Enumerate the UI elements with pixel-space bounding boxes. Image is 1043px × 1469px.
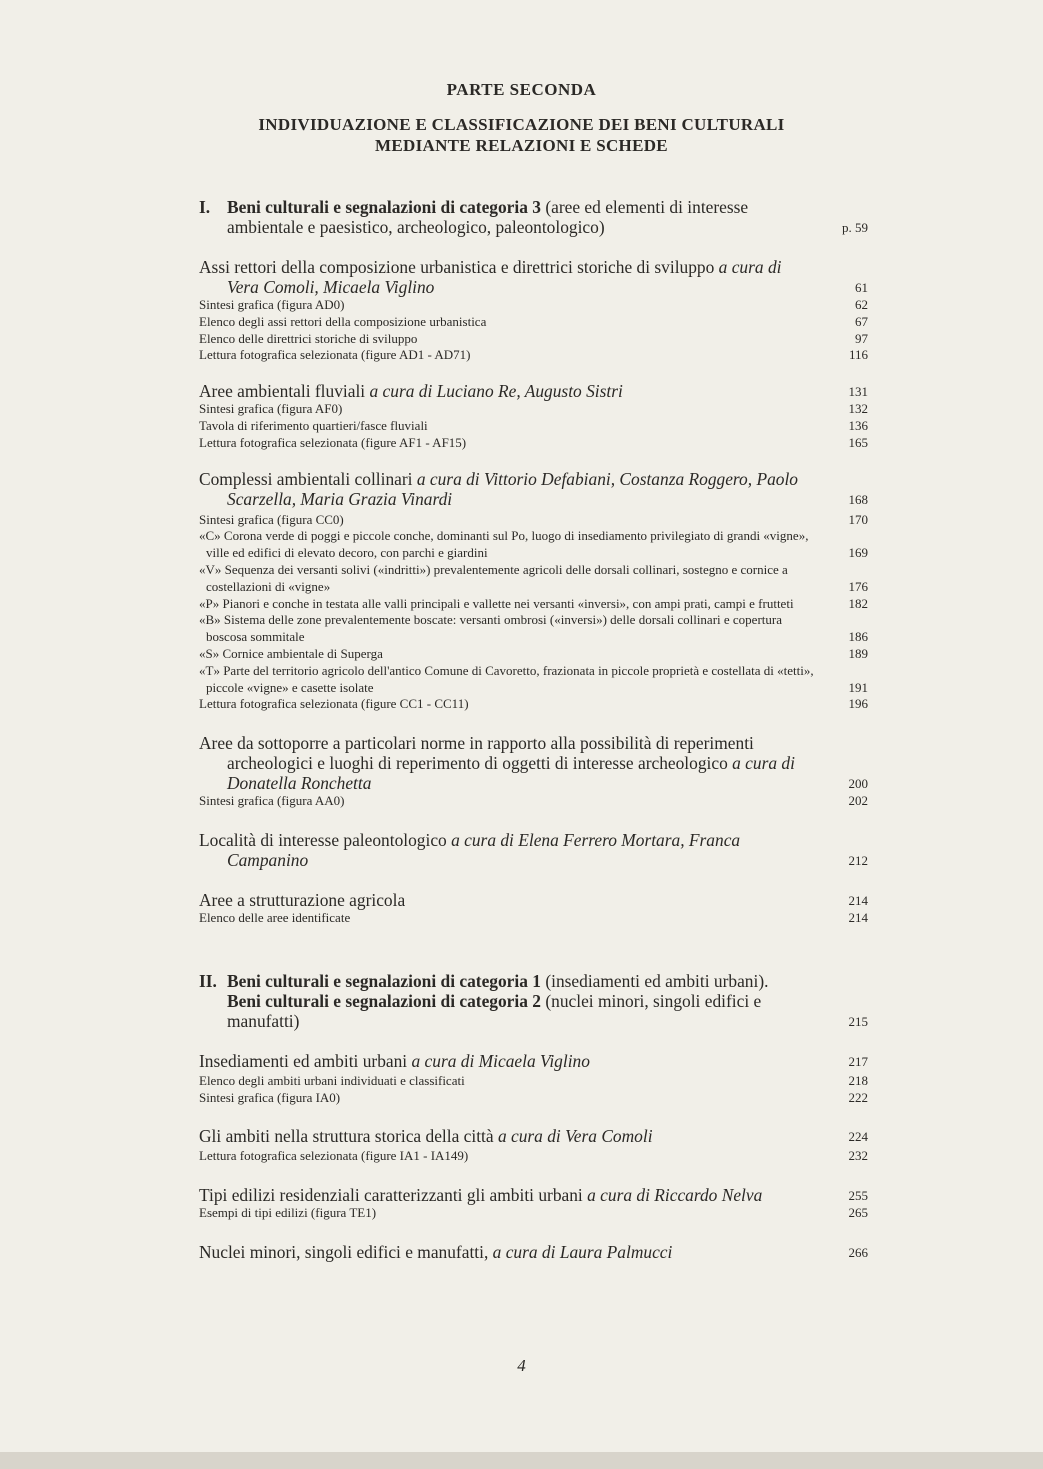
sub-entry bbox=[199, 297, 871, 314]
sub-entry-text: «B» Sistema delle zone prevalentemente boscate: versanti ombrosi («inversi») delle dorsali collinari e copertura boscosa sommitale bbox=[199, 612, 782, 645]
page-number: 215 bbox=[848, 1013, 868, 1029]
page-number: 266 bbox=[848, 1244, 868, 1260]
sub-entry bbox=[199, 1090, 871, 1107]
curator-names: Vittorio Defabiani, Costanza Roggero, Paolo Scarzella, Maria Grazia Vinardi bbox=[227, 468, 798, 509]
page-number: 218 bbox=[848, 1072, 868, 1088]
sub-entry-text: «S» Cornice ambientale di Superga bbox=[199, 645, 383, 661]
page-number: 232 bbox=[848, 1148, 868, 1164]
entry-title: Insediamenti ed ambiti urbani bbox=[199, 1050, 408, 1071]
entry-title: Aree a strutturazione agricola bbox=[199, 889, 406, 910]
page-number: 165 bbox=[848, 434, 868, 450]
section-label-2: Beni culturali e segnalazioni di categoria 2 bbox=[227, 990, 541, 1011]
sub-entry bbox=[199, 646, 871, 663]
page-number: 214 bbox=[848, 909, 868, 925]
toc-entry-archeologici bbox=[199, 733, 871, 810]
page-number: 212 bbox=[848, 852, 868, 868]
curator-prefix: a cura di bbox=[587, 1185, 650, 1206]
sub-entry bbox=[199, 435, 871, 452]
page-number: 217 bbox=[848, 1053, 868, 1069]
page-footer-number: 4 bbox=[517, 1356, 526, 1375]
section-number: II. bbox=[199, 970, 217, 991]
curator-names: Donatella Ronchetta bbox=[227, 773, 372, 794]
curator-prefix: a cura di bbox=[451, 829, 514, 850]
scan-edge bbox=[0, 1452, 1043, 1469]
sub-entry bbox=[199, 1205, 871, 1222]
toc-entry-ambiti bbox=[199, 1126, 871, 1165]
sub-entry-text: Sintesi grafica (figura AF0) bbox=[199, 401, 343, 417]
toc-entry-collinari bbox=[199, 469, 871, 714]
section-title bbox=[0, 114, 1043, 156]
page-number: 97 bbox=[855, 330, 868, 346]
page-number: 202 bbox=[848, 793, 868, 809]
page-number: 265 bbox=[848, 1205, 868, 1221]
section-number: I. bbox=[199, 197, 211, 217]
page-number: 182 bbox=[848, 595, 868, 611]
entry-title: Complessi ambientali collinari bbox=[199, 468, 413, 489]
entry-title: Nuclei minori, singoli edifici e manufatti, bbox=[199, 1241, 489, 1262]
page-number: 168 bbox=[848, 491, 868, 507]
section-description-1: (insediamenti ed ambiti urbani). bbox=[545, 970, 769, 991]
sub-entry-text: Elenco delle direttrici storiche di sviluppo bbox=[199, 330, 418, 346]
part-heading: PARTE SECONDA bbox=[446, 80, 597, 99]
toc-section-2 bbox=[199, 971, 871, 1031]
curator-prefix: a cura di bbox=[492, 1241, 556, 1262]
sub-entry bbox=[199, 512, 871, 529]
page-number: 169 bbox=[848, 545, 868, 561]
curator-names: Vera Comoli bbox=[565, 1126, 653, 1147]
curator-prefix: a cura di bbox=[732, 753, 795, 774]
curator-names: Elena Ferrero Mortara, Franca Campanino bbox=[227, 829, 741, 870]
sub-entry-text: Tavola di riferimento quartieri/fasce fluviali bbox=[199, 417, 428, 433]
curator-names: Vera Comoli, Micaela Viglino bbox=[227, 277, 435, 297]
sub-entry-text: «T» Parte del territorio agricolo dell'antico Comune di Cavoretto, frazionata in piccole proprietà e costellata di «tetti», piccole «vigne» e casette isolate bbox=[199, 662, 814, 695]
curator-prefix: a cura di bbox=[411, 1050, 475, 1071]
toc-entry-assi bbox=[199, 257, 871, 364]
page-number: 214 bbox=[848, 892, 868, 908]
page-number: 186 bbox=[848, 629, 868, 645]
sub-entry bbox=[199, 418, 871, 435]
sub-entry bbox=[199, 528, 871, 562]
sub-entry bbox=[199, 596, 871, 613]
sub-entry-text: Elenco degli ambiti urbani individuati e classificati bbox=[199, 1072, 465, 1088]
sub-entry bbox=[199, 331, 871, 348]
page-number: 116 bbox=[848, 347, 868, 363]
sub-entry bbox=[199, 663, 871, 697]
title-line-2: MEDIANTE RELAZIONI E SCHEDE bbox=[375, 136, 668, 155]
sub-entry-text: Elenco degli assi rettori della composizione urbanistica bbox=[199, 313, 487, 329]
toc-entry-nuclei bbox=[199, 1242, 871, 1262]
sub-entry bbox=[199, 1073, 871, 1090]
page-number: 222 bbox=[848, 1089, 868, 1105]
page-number: 176 bbox=[848, 578, 868, 594]
sub-entry-text: Sintesi grafica (figura AA0) bbox=[199, 793, 345, 809]
sub-entry bbox=[199, 910, 871, 927]
sub-entry bbox=[199, 562, 871, 596]
curator-prefix: a cura di bbox=[497, 1126, 561, 1147]
sub-entry-text: Lettura fotografica selezionata (figure AF1 - AF15) bbox=[199, 434, 467, 450]
section-label: Beni culturali e segnalazioni di categoria 3 bbox=[227, 197, 541, 217]
page-number: 224 bbox=[848, 1129, 868, 1145]
toc-section-1 bbox=[199, 197, 871, 237]
page-number: 255 bbox=[848, 1188, 868, 1204]
page-number: p. 59 bbox=[842, 220, 868, 235]
page-number: 136 bbox=[848, 417, 868, 433]
sub-entry-text: «P» Pianori e conche in testata alle valli principali e vallette nei versanti «inversi», con ampi prati, campi e frutteti bbox=[199, 595, 794, 611]
sub-entry-text: Lettura fotografica selezionata (figure IA1 - IA149) bbox=[199, 1148, 469, 1164]
toc-entry-fluviali bbox=[199, 381, 871, 451]
entry-title: Aree ambientali fluviali bbox=[199, 381, 366, 402]
section-label-1: Beni culturali e segnalazioni di categoria 1 bbox=[227, 970, 541, 991]
sub-entry-text: Elenco delle aree identificate bbox=[199, 909, 351, 925]
curator-names: Micaela Viglino bbox=[478, 1050, 590, 1071]
entry-title: Assi rettori della composizione urbanistica e direttrici storiche di sviluppo bbox=[199, 257, 715, 277]
page-number: 132 bbox=[848, 401, 868, 417]
page-number: 200 bbox=[848, 776, 868, 792]
page-number: 131 bbox=[848, 384, 868, 400]
curator-names: Riccardo Nelva bbox=[654, 1185, 763, 1206]
toc-entry-agricola bbox=[199, 890, 871, 927]
page-number: 191 bbox=[848, 679, 868, 695]
entry-title: Aree da sottoporre a particolari norme in rapporto alla possibilità di reperimenti archeologici e luoghi di reperimento di oggetti di interesse archeologico bbox=[199, 733, 754, 774]
entry-title: Gli ambiti nella struttura storica della città bbox=[199, 1126, 494, 1147]
curator-names: Laura Palmucci bbox=[559, 1241, 673, 1262]
section-description-2: (nuclei minori, singoli edifici e manufatti) bbox=[227, 990, 762, 1031]
section-description: (aree ed elementi di interesse ambientale e paesistico, archeologico, paleontologico) bbox=[227, 197, 749, 237]
sub-entry-text: «C» Corona verde di poggi e piccole conche, dominanti sul Po, luogo di insediamento privilegiato di grandi «vigne», ville ed edifici di elevato decoro, con parchi e giardini bbox=[199, 528, 809, 561]
sub-entry-text: Lettura fotografica selezionata (figure AD1 - AD71) bbox=[199, 347, 471, 363]
sub-entry-text: Lettura fotografica selezionata (figure CC1 - CC11) bbox=[199, 696, 469, 712]
sub-entry-text: «V» Sequenza dei versanti solivi («indritti») prevalentemente agricoli delle dorsali collinari, sostegno e cornice a costellazioni di «vigne» bbox=[199, 561, 788, 594]
curator-prefix: a cura di bbox=[369, 381, 433, 402]
sub-entry-text: Esempi di tipi edilizi (figura TE1) bbox=[199, 1205, 377, 1221]
page-number: 67 bbox=[855, 313, 868, 329]
sub-entry-text: Sintesi grafica (figura AD0) bbox=[199, 297, 345, 312]
toc-entry-tipi-edilizi bbox=[199, 1185, 871, 1222]
curator-prefix: a cura di bbox=[416, 468, 480, 489]
sub-entry bbox=[199, 793, 871, 810]
page-number: 196 bbox=[848, 696, 868, 712]
page-number: 61 bbox=[855, 280, 868, 295]
sub-entry-text: Sintesi grafica (figura CC0) bbox=[199, 511, 344, 527]
title-line-1: INDIVIDUAZIONE E CLASSIFICAZIONE DEI BENI CULTURALI bbox=[258, 115, 785, 134]
toc-entry-paleontologico bbox=[199, 830, 871, 870]
entry-title: Tipi edilizi residenziali caratterizzanti gli ambiti urbani bbox=[199, 1185, 583, 1206]
entry-title: Località di interesse paleontologico bbox=[199, 829, 447, 850]
sub-entry bbox=[199, 314, 871, 331]
sub-entry bbox=[199, 1148, 871, 1165]
page-number: 62 bbox=[855, 297, 868, 312]
curator-names: Luciano Re, Augusto Sistri bbox=[436, 381, 623, 402]
sub-entry bbox=[199, 401, 871, 418]
sub-entry bbox=[199, 696, 871, 713]
sub-entry bbox=[199, 612, 871, 646]
page-number: 189 bbox=[848, 645, 868, 661]
curator-prefix: a cura di bbox=[718, 257, 782, 277]
table-of-contents bbox=[199, 197, 871, 1262]
sub-entry bbox=[199, 347, 871, 364]
page-number: 170 bbox=[848, 511, 868, 527]
sub-entry-text: Sintesi grafica (figura IA0) bbox=[199, 1089, 341, 1105]
toc-entry-insediamenti bbox=[199, 1051, 871, 1107]
